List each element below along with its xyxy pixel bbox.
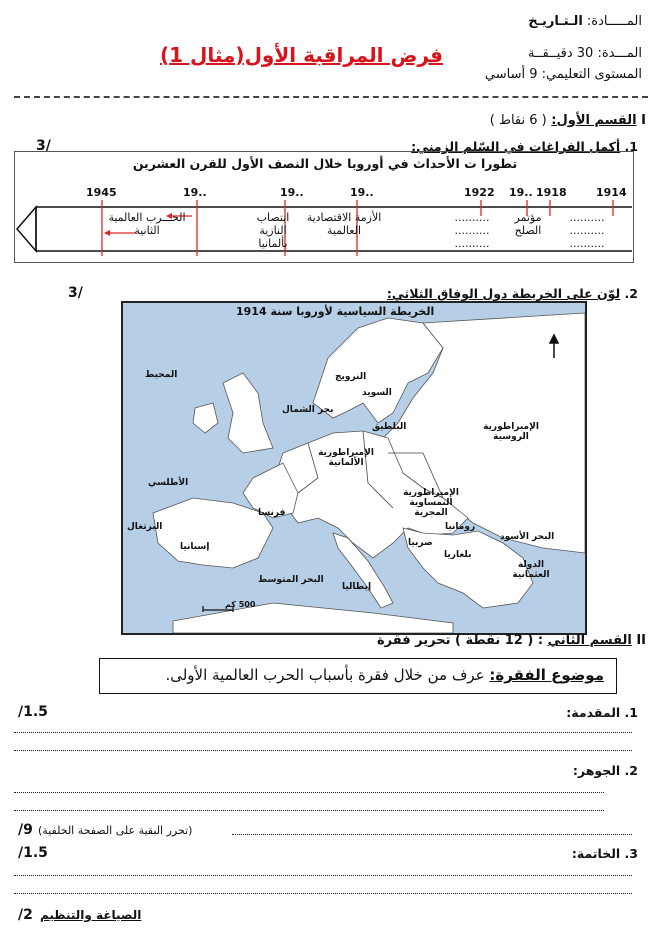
intro-answer-line-1[interactable] [14, 732, 632, 733]
map-label-german-empire: الإمبراطورية الألمانية [318, 448, 374, 468]
map-label-norway: النرويج [335, 372, 367, 382]
conclusion-score: /1.5 [18, 845, 48, 861]
q1-num: 1. [624, 139, 638, 154]
year-1945: 1945 [86, 186, 117, 199]
subject-line [528, 14, 642, 29]
header-divider [14, 96, 648, 98]
duration-line [528, 46, 642, 61]
year-1922: 1922 [464, 186, 495, 199]
page-title: فرض المراقبة الأول(مثال 1) [160, 43, 443, 67]
map-title: الخريطة السياسية لأوروبا سنة 1914 [236, 305, 435, 318]
level-value: 9 أساسي [484, 67, 538, 82]
year-19d: 19.. [183, 186, 207, 199]
duration-value: 30 دقيــقــة [527, 46, 594, 61]
section2-title: القسم الثاني [547, 633, 632, 648]
section1-numeral: I [641, 113, 646, 128]
map-label-romania: رومانيا [445, 522, 476, 532]
blank-line: .......... [569, 237, 605, 250]
intro-answer-line-2[interactable] [14, 750, 632, 751]
conclusion-num: 3. [624, 846, 638, 861]
section1-points: ( 6 نقاط ) [489, 113, 547, 128]
timeline-title: تطورا ت الأحداث في أوروبا خلال النصف الأول للقرن العشرين [132, 156, 518, 171]
body-label: الجوهر: [572, 763, 621, 778]
duration-label: المـــدة: [597, 46, 642, 61]
section1-heading [490, 113, 646, 128]
subject-label: المـــــادة: [586, 14, 642, 29]
conclusion-prompt [572, 846, 638, 861]
paragraph-topic [165, 666, 604, 684]
q2-text: لوّن على الخريطة دول الوفاق الثلاثي: [386, 286, 621, 301]
intro-prompt [566, 705, 638, 720]
event-peace-conference: مؤتمر الصلح [514, 211, 542, 237]
q2-score: 3/ [68, 285, 83, 301]
map-label-sweden: السويد [362, 388, 392, 398]
blank-line: .......... [454, 211, 490, 224]
year-19b: 19.. [350, 186, 374, 199]
blank-1914[interactable] [556, 211, 618, 250]
map-label-scale: 500 كم [225, 600, 256, 609]
q2-prompt [387, 286, 638, 301]
map-label-france: فرنسا [258, 508, 286, 518]
conclusion-answer-line-2[interactable] [14, 893, 632, 894]
level-label: المستوى التعليمي: [541, 67, 642, 82]
level-line [485, 67, 642, 82]
year-1918: 1918 [536, 186, 567, 199]
year-19c: 19.. [280, 186, 304, 199]
map-label-portugal: البرتغال [127, 522, 163, 532]
body-answer-line-1[interactable] [14, 792, 604, 793]
subject-value: الـتـاريـخ [528, 14, 583, 29]
section2-points: : ( 12 نقطة ) تحرير فقرة [376, 633, 544, 648]
intro-score: /1.5 [18, 704, 48, 720]
map-label-austro-hungarian: الإمبراطورية النمساوية المجرية [403, 488, 459, 518]
year-19a: 19.. [509, 186, 533, 199]
year-1914: 1914 [596, 186, 627, 199]
body-answer-line-3[interactable] [232, 834, 632, 835]
body-answer-line-2[interactable] [14, 810, 604, 811]
blank-line: .......... [454, 224, 490, 237]
map-label-russian-empire: الإمبراطورية الروسية [483, 422, 539, 442]
event-ww2: الحـــرب العالمية الثانية [108, 211, 186, 237]
map-label-serbia: صربيا [408, 538, 433, 548]
blank-line: .......... [569, 211, 605, 224]
map-label-baltic: البلطيق [372, 422, 407, 432]
body-note: (تحرر البقية على الصفحة الخلفية) [38, 824, 193, 837]
map-label-black-sea: البحر الأسود [500, 532, 555, 542]
style-score: /2 [18, 907, 33, 923]
body-num: 2. [624, 763, 638, 778]
timeline-arrowhead [17, 207, 36, 251]
map-label-italy: إيطاليا [342, 582, 372, 592]
blank-line: .......... [569, 224, 605, 237]
map-label-ocean2: الأطلسي [148, 478, 189, 488]
q2-num: 2. [624, 286, 638, 301]
event-economic-crisis: الأزمة الاقتصادية العالمية [306, 211, 382, 237]
map-label-bulgaria: بلغاريا [444, 550, 472, 560]
event-nazi-rise: انتصاب النازية بألمانيا [256, 211, 290, 250]
topic-label: موضوع الفقرة: [489, 666, 604, 684]
topic-text: عرف من خلال فقرة بأسباب الحرب العالمية الأولى. [165, 666, 485, 684]
body-prompt [573, 763, 638, 778]
blank-line: .......... [454, 237, 490, 250]
style-label: الصياغة والتنظيم [40, 908, 142, 922]
map-label-spain: إسبانيا [180, 542, 210, 552]
section2-heading [377, 633, 646, 648]
map-label-ocean1: المحيط [145, 370, 178, 380]
body-score: /9 [18, 822, 33, 838]
conclusion-answer-line-1[interactable] [14, 875, 632, 876]
q1-text: أكمل الفراغات في السّلم الزمني: [411, 139, 621, 154]
map-label-ottoman: الدولة العثمانية [512, 560, 550, 580]
q1-score: 3/ [36, 138, 51, 154]
conclusion-label: الخاتمة: [571, 846, 621, 861]
intro-num: 1. [624, 705, 638, 720]
section1-title: القسم الأول: [551, 113, 637, 128]
map-label-north-sea: بحر الشمال [282, 405, 334, 415]
section2-numeral: II [636, 633, 646, 648]
intro-label: المقدمة: [566, 705, 621, 720]
blank-1922[interactable] [448, 211, 496, 250]
map-label-mediterranean: البحر المتوسط [258, 575, 324, 585]
